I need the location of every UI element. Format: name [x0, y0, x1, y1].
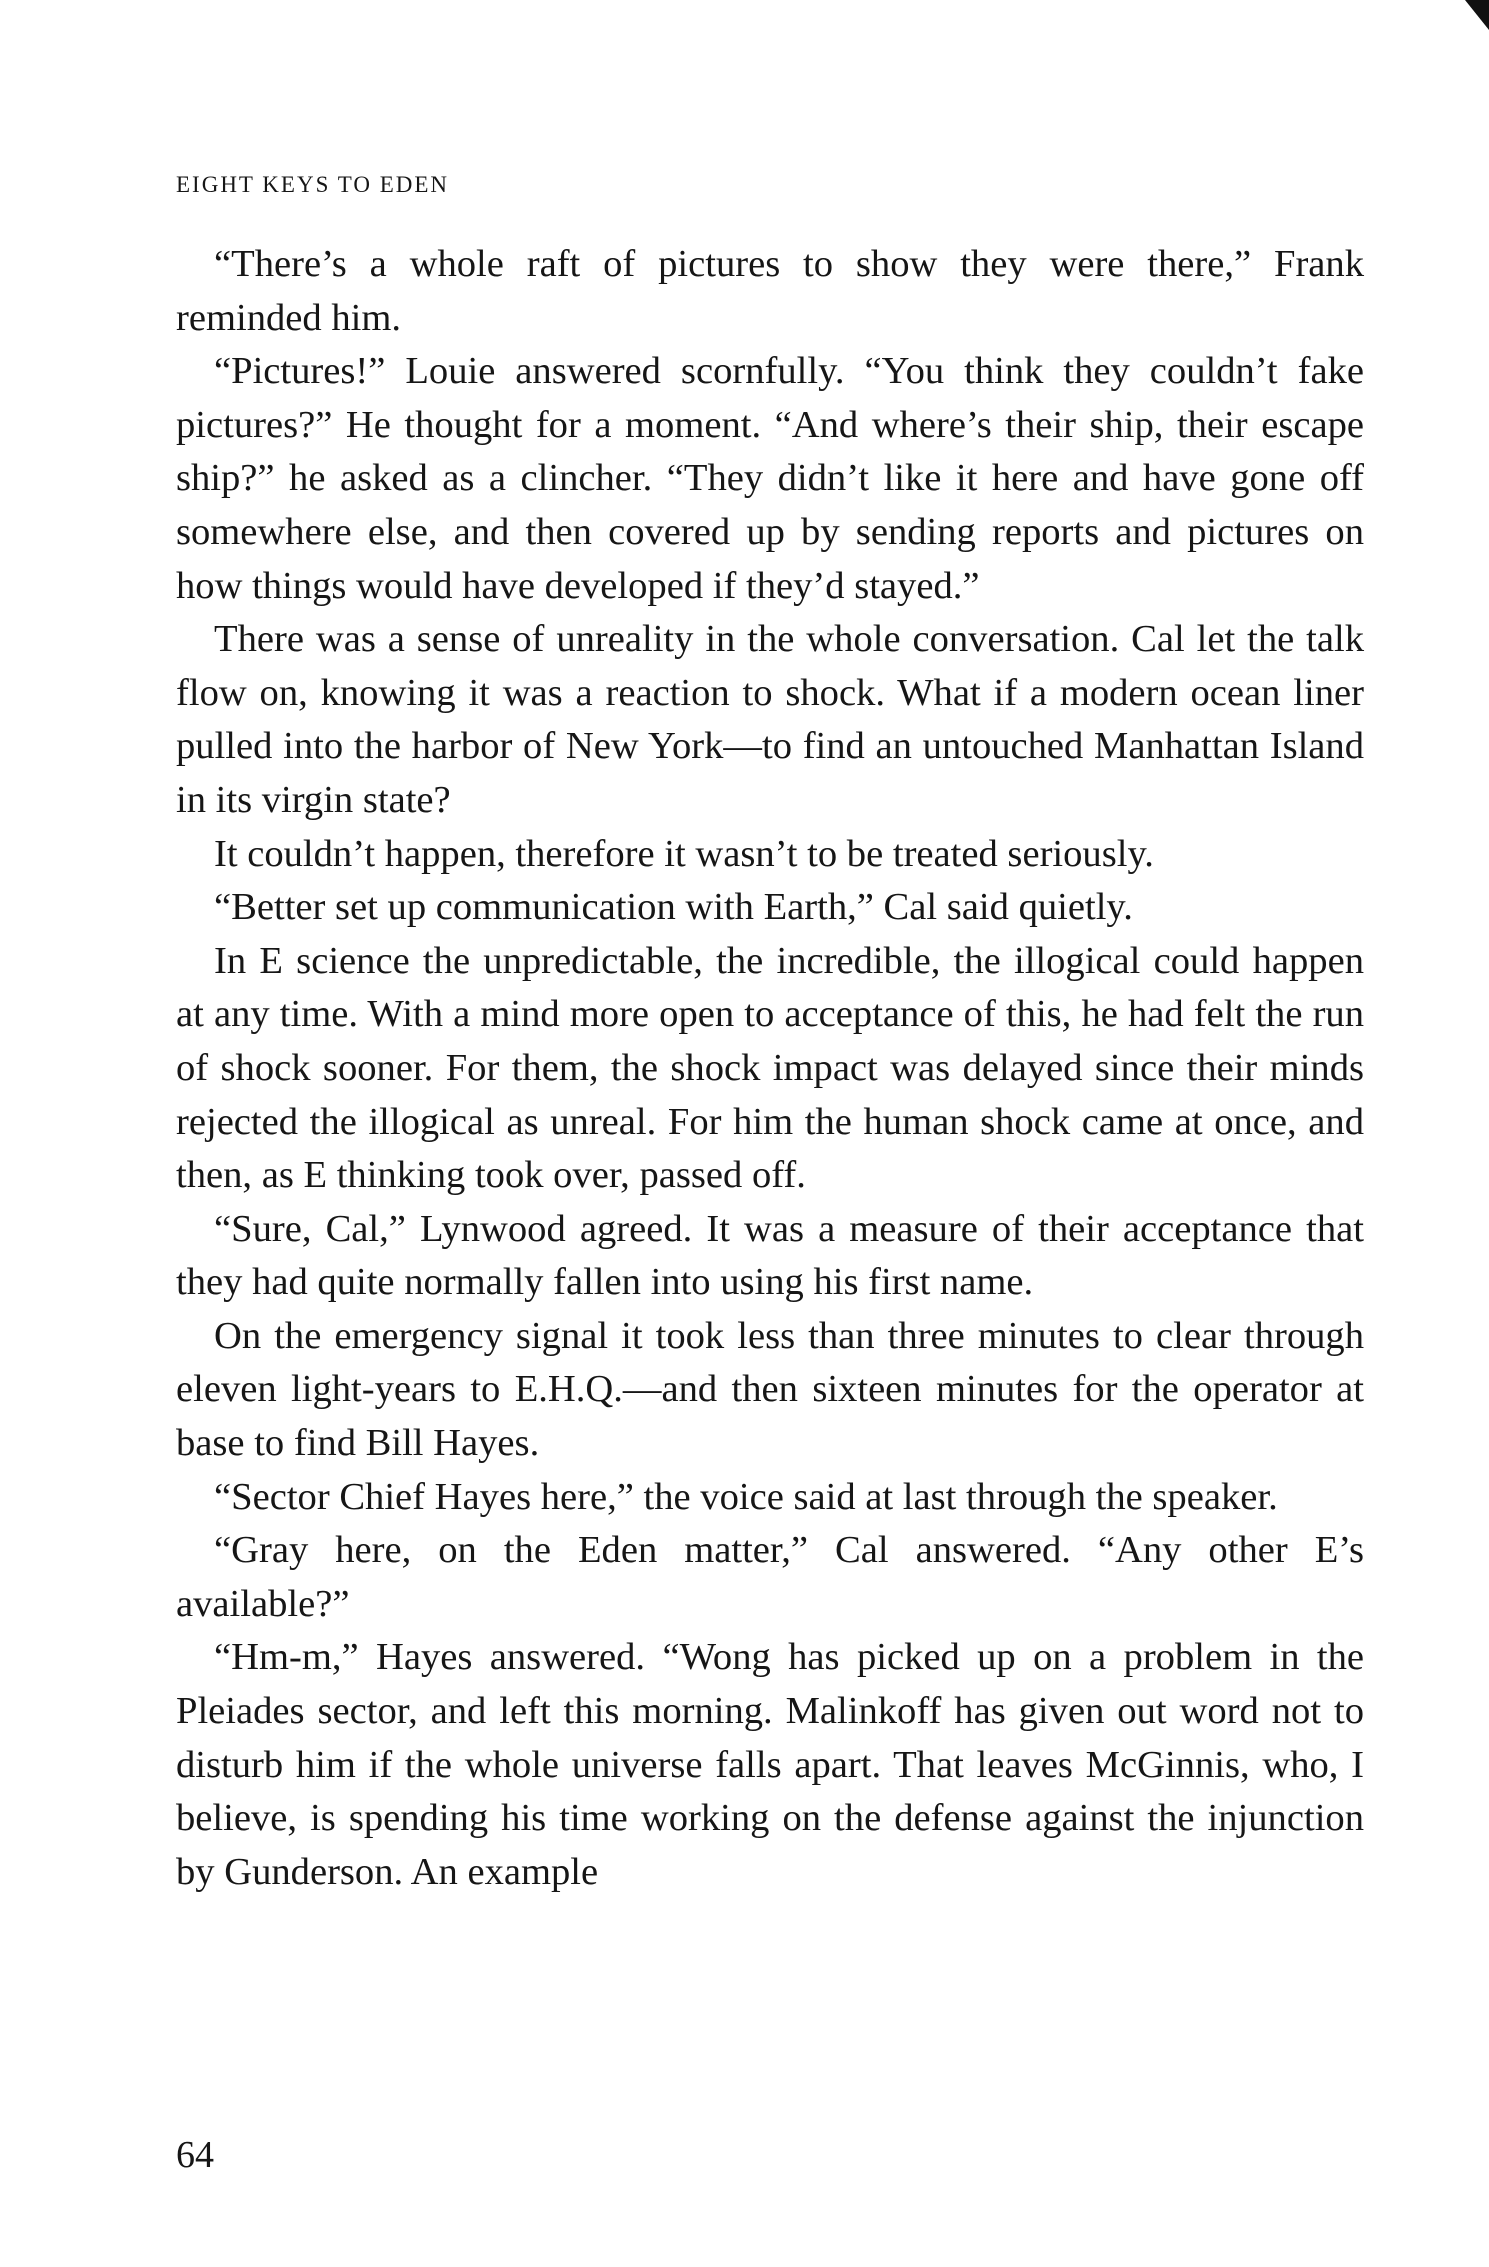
corner-page-mark	[1465, 0, 1489, 30]
paragraph-3: There was a sense of unreality in the whole conversation. Cal let the talk flow on, knowing it was a reaction to shock. What if a modern ocean liner pulled into the harbor of New York—to find an untouched Manhattan Island in its virgin state?	[176, 618, 1364, 821]
paragraph-9: “Sector Chief Hayes here,” the voice said at last through the speaker.	[214, 1475, 1278, 1518]
paragraph-6: In E science the unpredictable, the incredible, the illogical could happen at any time. With a mind more open to acceptance of this, he had felt the run of shock sooner. For them, the shock impact was delayed since their minds rejected the illogical as unreal. For him the human shock came at once, and then, as E thinking took over, passed off.	[176, 939, 1364, 1197]
running-head: EIGHT KEYS TO EDEN	[176, 172, 450, 197]
paragraph-8: On the emergency signal it took less than three minutes to clear through eleven light-years to E.H.Q.—and then sixteen minutes for the operator at base to find Bill Hayes.	[176, 1314, 1364, 1465]
paragraph-5: “Better set up communication with Earth,” Cal said quietly.	[214, 886, 1133, 929]
paragraph-11: “Hm-m,” Hayes answered. “Wong has picked up on a problem in the Pleiades sector, and left this morning. Malinkoff has given out word not to disturb him if the whole universe falls apart. That leaves McGinnis, who, I believe, is spending his time working on the defense against the injunction by Gunderson. An example	[176, 1636, 1364, 1893]
page-body-text	[176, 238, 1364, 1899]
paragraph-2: “Pictures!” Louie answered scornfully. “You think they couldn’t fake pictures?” He thought for a moment. “And where’s their ship, their escape ship?” he asked as a clincher. “They didn’t like it here and have gone off somewhere else, and then covered up by sending reports and pictures on how things would have developed if they’d stayed.”	[176, 350, 1364, 607]
paragraph-1: “There’s a whole raft of pictures to show they were there,” Frank reminded him.	[176, 243, 1364, 339]
paragraph-10: “Gray here, on the Eden matter,” Cal answered. “Any other E’s available?”	[176, 1529, 1364, 1625]
page-number: 64	[176, 2134, 214, 2176]
paragraph-7: “Sure, Cal,” Lynwood agreed. It was a measure of their acceptance that they had quite normally fallen into using his first name.	[176, 1207, 1364, 1304]
paragraph-4: It couldn’t happen, therefore it wasn’t to be treated seriously.	[214, 832, 1154, 875]
